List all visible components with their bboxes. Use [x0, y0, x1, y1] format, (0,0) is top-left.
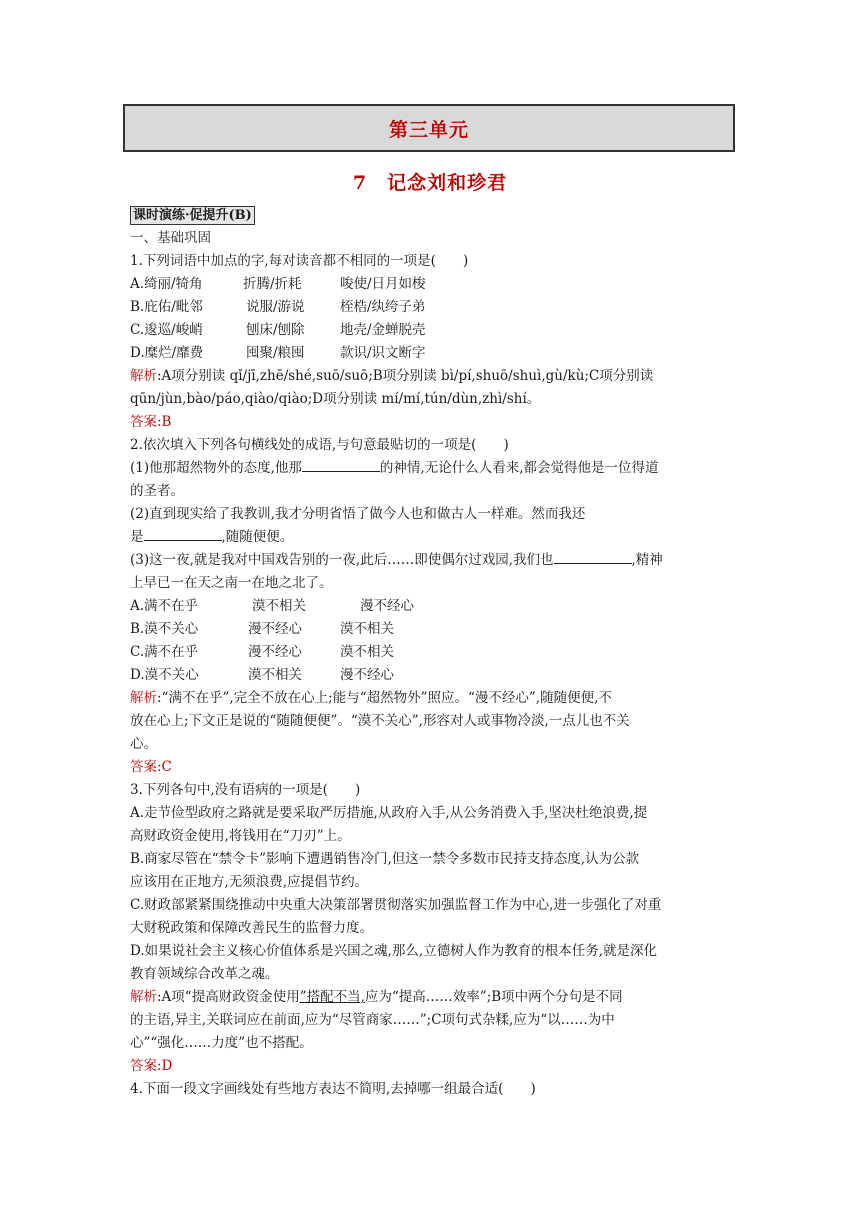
q2-answer: 答案:C [130, 759, 172, 775]
q3-option-c-cont: 大财税政策和保障改善民生的监督力度。 [130, 920, 373, 936]
q2-sentence-3: (3)这一夜,就是我对中国戏告别的一夜,此后……即使偶尔过戏园,我们也 ,精神 [130, 549, 734, 572]
fill-blank [144, 526, 222, 541]
q2-stem: 2.依次填入下列各句横线处的成语,与句意最贴切的一项是( ) [130, 437, 509, 453]
q2-analysis: 解析:“满不在乎”,完全不放在心上;能与“超然物外”照应。“漫不经心”,随随便便,不 [130, 690, 612, 706]
q2-sentence-3-cont: 上早已一在天之南一在地之北了。 [130, 575, 333, 591]
q1-option-c: C.逡巡/峻峭 刨床/刨除 地壳/金蝉脱壳 [130, 322, 426, 338]
q3-answer: 答案:D [130, 1058, 173, 1074]
q2-sentence-1-cont: 的圣者。 [130, 483, 184, 499]
q1-option-a: A.绮丽/犄角 折腾/折耗 唆使/日月如梭 [130, 276, 426, 292]
part-heading: 一、基础巩固 [130, 230, 211, 246]
q3-option-a: A.走节俭型政府之路就是要采取严厉措施,从政府入手,从公务消费入手,坚决杜绝浪费,提 [130, 805, 648, 821]
q3-option-c: C.财政部紧紧围绕推动中央重大决策部署贯彻落实加强监督工作为中心,进一步强化了对重 [130, 897, 662, 913]
q1-analysis-cont: qūn/jùn,bào/páo,qiào/qiào;D项分别读 mí/mí,tún/dùn,zhì/shí。 [130, 391, 541, 407]
unit-header-box [123, 104, 735, 152]
q4-stem: 4.下面一段文字画线处有些地方表达不简明,去掉哪一组最合适( ) [130, 1081, 536, 1097]
q3-stem: 3.下列各句中,没有语病的一项是( ) [130, 782, 361, 798]
q1-answer: 答案:B [130, 414, 172, 430]
q2-sentence-1: (1)他那超然物外的态度,他那 的神情,无论什么人看来,都会觉得他是一位得道 [130, 457, 734, 480]
document-body [130, 204, 734, 1101]
q1-analysis: 解析:A项分别读 qǐ/jī,zhē/shé,suō/suō;B项分别读 bì/pí,shuō/shuì,gù/kù;C项分别读 [130, 368, 654, 384]
q2-analysis-cont-2: 心。 [130, 736, 157, 752]
q3-option-a-cont: 高财政资金使用,将钱用在“刀刃”上。 [130, 828, 351, 844]
section-tag: 课时演练·促提升(B) [130, 206, 255, 225]
analysis-label: 解析 [130, 368, 157, 384]
q3-analysis-cont: 的主语,异主,关联词应在前面,应为“尽管商家……”;C项句式杂糅,应为“以……为中 [130, 1012, 615, 1028]
analysis-label: 解析 [130, 989, 157, 1005]
q3-option-d: D.如果说社会主义核心价值体系是兴国之魂,那么,立德树人作为教育的根本任务,就是深化 [130, 943, 658, 959]
q3-option-b-cont: 应该用在正地方,无须浪费,应提倡节约。 [130, 874, 369, 890]
analysis-label: 解析 [130, 690, 157, 706]
q2-sentence-2: (2)直到现实给了我教训,我才分明省悟了做今人也和做古人一样难。然而我还 [130, 506, 586, 522]
q2-sentence-2-cont: 是 ,随随便便。 [130, 526, 734, 549]
lesson-title: 7 记念刘和珍君 [352, 172, 508, 194]
q2-option-c: C.满不在乎 漫不经心 漠不相关 [130, 644, 394, 660]
q1-stem: 1.下列词语中加点的字,每对读音都不相同的一项是( ) [130, 253, 469, 269]
q2-option-d: D.漠不关心 漠不相关 漫不经心 [130, 667, 394, 683]
q1-option-d: D.糜烂/靡费 囤聚/粮囤 款识/识文断字 [130, 345, 426, 361]
fill-blank [302, 457, 380, 472]
q1-option-b: B.庇佑/毗邻 说服/游说 桎梏/纨绔子弟 [130, 299, 426, 315]
fill-blank [554, 549, 632, 564]
q2-option-b: B.漠不关心 漫不经心 漠不相关 [130, 621, 394, 637]
q3-analysis: 解析:A项“提高财政资金使用”搭配不当,应为“提高……效率”;B项中两个分句是不同 [130, 989, 623, 1005]
unit-title: 第三单元 [388, 118, 469, 141]
q2-analysis-cont: 放在心上;下文正是说的“随随便便”。“漠不关心”,形容对人或事物冷淡,一点儿也不关 [130, 713, 630, 729]
q2-option-a: A.满不在乎 漠不相关 漫不经心 [130, 598, 414, 614]
q3-analysis-cont-2: 心”“强化……力度”也不搭配。 [130, 1035, 313, 1051]
q3-option-b: B.商家尽管在“禁令卡”影响下遭遇销售冷门,但这一禁令多数市民持支持态度,认为公款 [130, 851, 640, 867]
q3-option-d-cont: 教育领域综合改革之魂。 [130, 966, 279, 982]
